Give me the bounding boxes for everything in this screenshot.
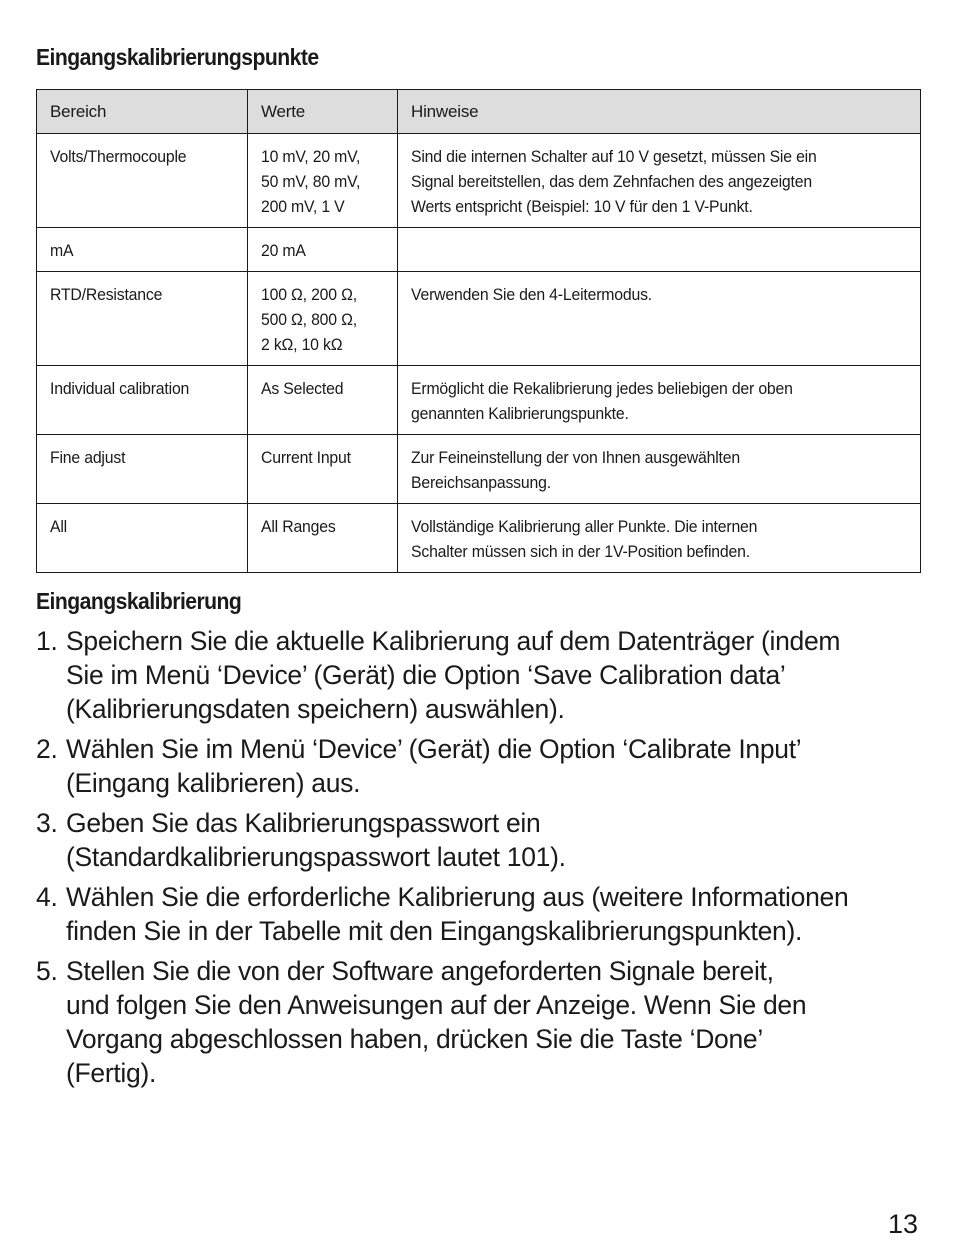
cell-line: Fine adjust bbox=[50, 448, 126, 467]
table-row bbox=[37, 272, 921, 366]
table-row bbox=[37, 504, 921, 573]
steps-heading: Eingangskalibrierung bbox=[36, 588, 242, 614]
cell-line: Volts/Thermocouple bbox=[50, 147, 187, 166]
cell-line: 20 mA bbox=[261, 241, 306, 260]
step-number: 5. bbox=[36, 956, 58, 986]
cell-line: Schalter müssen sich in der 1V-Position befinden. bbox=[411, 542, 750, 561]
step-text-line: und folgen Sie den Anweisungen auf der Anzeige. Wenn Sie den bbox=[66, 990, 807, 1020]
step-text-line: Wählen Sie die erforderliche Kalibrierung aus (weitere Informationen bbox=[66, 882, 849, 912]
step-text-line: (Fertig). bbox=[66, 1058, 157, 1088]
list-item bbox=[36, 806, 920, 874]
cell-line: Zur Feineinstellung der von Ihnen ausgewählten bbox=[411, 448, 740, 467]
cell-line: As Selected bbox=[261, 379, 344, 398]
table-heading: Eingangskalibrierungspunkte bbox=[36, 44, 319, 70]
table-row bbox=[37, 366, 921, 435]
cell-line: Werts entspricht (Beispiel: 10 V für den 1 V-Punkt. bbox=[411, 197, 753, 216]
table-cell-range bbox=[37, 435, 248, 504]
table-cell-range bbox=[37, 366, 248, 435]
list-item bbox=[36, 624, 920, 726]
table-header-row bbox=[37, 90, 921, 134]
calibration-points-table bbox=[36, 89, 921, 573]
table-cell-range bbox=[37, 272, 248, 366]
table-cell-notes bbox=[398, 228, 921, 272]
cell-line: Signal bereitstellen, das dem Zehnfachen des angezeigten bbox=[411, 172, 812, 191]
step-number: 4. bbox=[36, 882, 58, 912]
cell-line: Sind die internen Schalter auf 10 V gesetzt, müssen Sie ein bbox=[411, 147, 817, 166]
header-notes: Hinweise bbox=[398, 90, 921, 134]
table-cell-notes bbox=[398, 435, 921, 504]
cell-line: 2 kΩ, 10 kΩ bbox=[261, 335, 343, 354]
step-text-line: Wählen Sie im Menü ‘Device’ (Gerät) die Option ‘Calibrate Input’ bbox=[66, 734, 802, 764]
step-number: 2. bbox=[36, 734, 58, 764]
cell-line: All bbox=[50, 517, 68, 536]
table-cell-range bbox=[37, 228, 248, 272]
table-cell-notes bbox=[398, 366, 921, 435]
table-cell-values bbox=[248, 504, 398, 573]
cell-line: Bereichsanpassung. bbox=[411, 473, 551, 492]
cell-line: 100 Ω, 200 Ω, bbox=[261, 285, 357, 304]
step-text-line: (Standardkalibrierungspasswort lautet 101). bbox=[66, 842, 566, 872]
cell-line: 50 mV, 80 mV, bbox=[261, 172, 361, 191]
cell-line: 10 mV, 20 mV, bbox=[261, 147, 361, 166]
cell-line: Individual calibration bbox=[50, 379, 190, 398]
calibration-steps-list bbox=[36, 624, 920, 1096]
table-row bbox=[37, 134, 921, 228]
table-row bbox=[37, 435, 921, 504]
table-cell-values bbox=[248, 228, 398, 272]
step-text-line: (Kalibrierungsdaten speichern) auswählen). bbox=[66, 694, 565, 724]
step-number: 1. bbox=[36, 626, 58, 656]
step-number: 3. bbox=[36, 808, 58, 838]
cell-line: Verwenden Sie den 4-Leitermodus. bbox=[411, 285, 653, 304]
page-number: 13 bbox=[887, 1209, 918, 1239]
table-cell-values bbox=[248, 366, 398, 435]
table-cell-notes bbox=[398, 134, 921, 228]
cell-line: RTD/Resistance bbox=[50, 285, 163, 304]
step-text-line: finden Sie in der Tabelle mit den Eingangskalibrierungspunkten). bbox=[66, 916, 803, 946]
cell-line: Current Input bbox=[261, 448, 351, 467]
cell-line: mA bbox=[50, 241, 74, 260]
list-item bbox=[36, 954, 920, 1090]
header-values: Werte bbox=[248, 90, 398, 134]
table-cell-range bbox=[37, 134, 248, 228]
step-text-line: (Eingang kalibrieren) aus. bbox=[66, 768, 361, 798]
table-cell-notes bbox=[398, 272, 921, 366]
step-text-line: Speichern Sie die aktuelle Kalibrierung auf dem Datenträger (indem bbox=[66, 626, 841, 656]
cell-line: Vollständige Kalibrierung aller Punkte. Die internen bbox=[411, 517, 758, 536]
table-row bbox=[37, 228, 921, 272]
table-cell-values bbox=[248, 435, 398, 504]
table-cell-range bbox=[37, 504, 248, 573]
cell-line: 500 Ω, 800 Ω, bbox=[261, 310, 357, 329]
table-cell-values bbox=[248, 134, 398, 228]
header-range: Bereich bbox=[37, 90, 248, 134]
step-text-line: Stellen Sie die von der Software angeforderten Signale bereit, bbox=[66, 956, 774, 986]
cell-line: Ermöglicht die Rekalibrierung jedes beliebigen der oben bbox=[411, 379, 793, 398]
step-text-line: Vorgang abgeschlossen haben, drücken Sie die Taste ‘Done’ bbox=[66, 1024, 763, 1054]
list-item bbox=[36, 732, 920, 800]
table-cell-notes bbox=[398, 504, 921, 573]
table-cell-values bbox=[248, 272, 398, 366]
step-text-line: Sie im Menü ‘Device’ (Gerät) die Option ‘Save Calibration data’ bbox=[66, 660, 786, 690]
cell-line: All Ranges bbox=[261, 517, 336, 536]
cell-line: 200 mV, 1 V bbox=[261, 197, 345, 216]
cell-line: genannten Kalibrierungspunkte. bbox=[411, 404, 629, 423]
list-item bbox=[36, 880, 920, 948]
step-text-line: Geben Sie das Kalibrierungspasswort ein bbox=[66, 808, 541, 838]
